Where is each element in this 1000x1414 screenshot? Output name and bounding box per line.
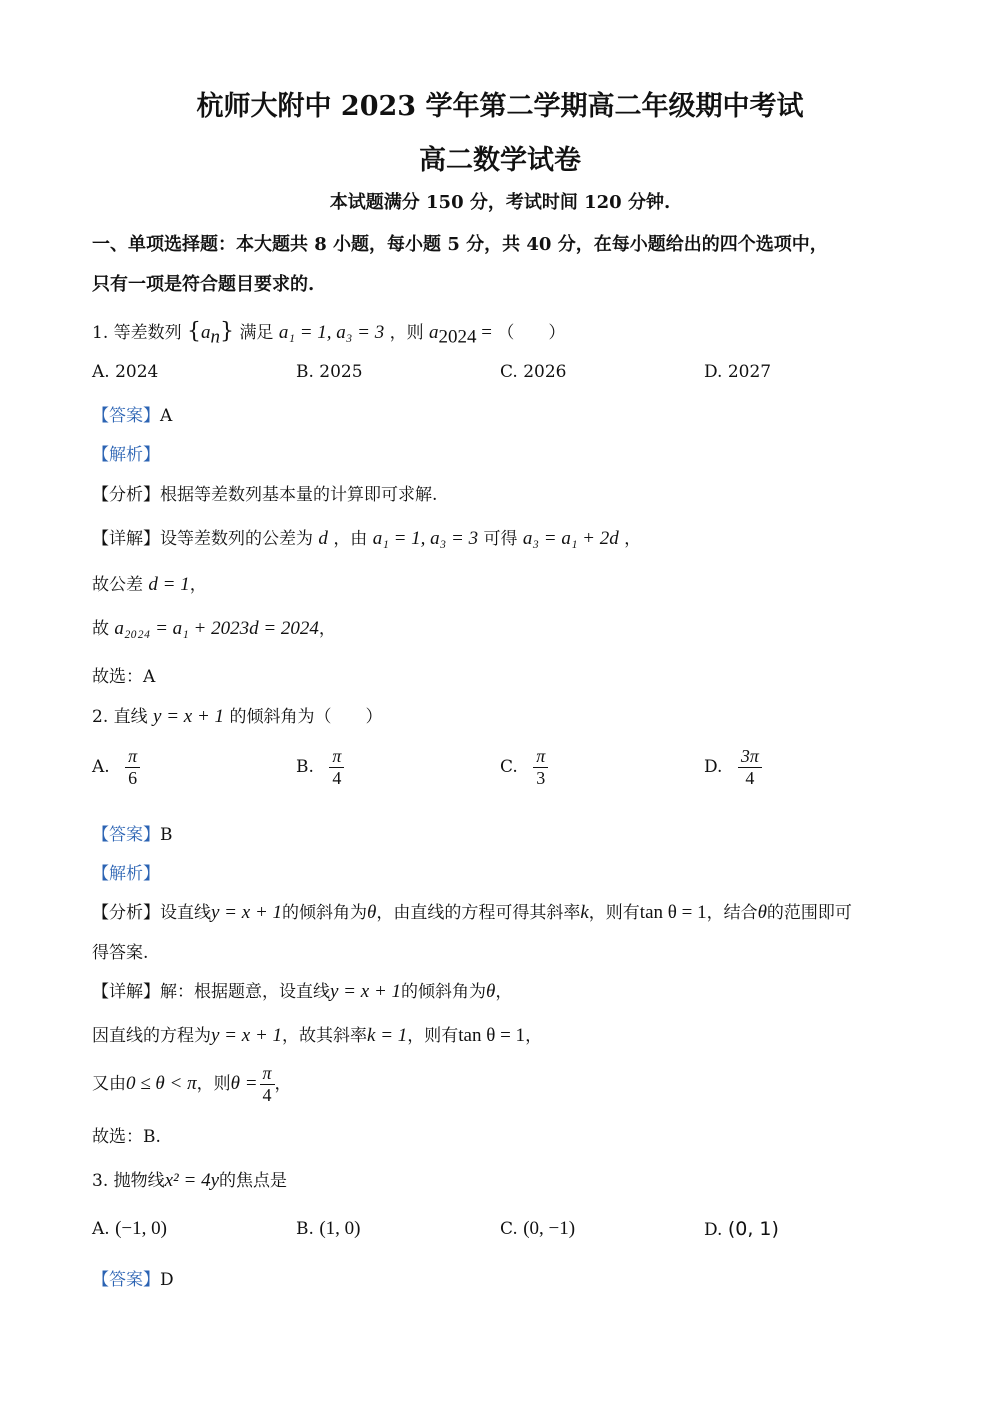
question-3-stem: 3. 抛物线x² = 4y的焦点是 — [92, 1170, 288, 1191]
q2-detail-line2: 因直线的方程为y = x + 1，故其斜率k = 1，则有tan θ = 1， — [92, 1025, 543, 1046]
q1-answer: 【答案】A — [92, 406, 173, 426]
q3-option-a: A. (−1, 0) — [92, 1218, 167, 1239]
q1-detail-d: 故公差 d = 1， — [92, 574, 207, 595]
q2-choose: 故选：B. — [92, 1127, 161, 1147]
q3-answer: 【答案】D — [92, 1270, 174, 1290]
q2-answer: 【答案】B — [92, 825, 173, 845]
q1-option-a: A. 2024 — [92, 362, 159, 382]
question-1-stem: 1. 等差数列 $\{a_n\}$ 满足 a₁ = 1, a₃ = 3 ，则 $a_{2024}$ = （ ） — [92, 319, 566, 348]
q1-fenxi: 【分析】根据等差数列基本量的计算即可求解. — [92, 485, 438, 505]
q2-fenxi-line2: 得答案. — [92, 943, 149, 963]
exam-title: 杭师大附中 2023 学年第二学期高二年级期中考试 — [196, 91, 804, 122]
q1-option-d: D. 2027 — [704, 362, 772, 382]
section-heading-line1: 一、单项选择题：本大题共 8 小题，每小题 5 分，共 40 分，在每小题给出的四个选项中， — [92, 234, 828, 255]
q1-analysis-tag: 【解析】 — [92, 445, 160, 465]
q2-option-c: C. $\frac{\pi}{3}$ — [500, 746, 548, 789]
q3-option-c: C. (0, −1) — [500, 1218, 576, 1239]
q3-option-b: B. (1, 0) — [296, 1218, 361, 1239]
q2-detail-line3: 又由0 ≤ θ < π，则θ = $\frac{\pi}{4}$ ， — [92, 1063, 292, 1105]
q2-option-d: D. $\frac{3\pi}{4}$ — [704, 746, 762, 789]
section-heading-line2: 只有一项是符合题目要求的. — [92, 274, 315, 295]
question-2-stem: 2. 直线 y = x + 1 的倾斜角为（ ） — [92, 706, 383, 727]
q1-detail-a2024: 故 a₂₀₂₄ = a₁ + 2023d = 2024， — [92, 618, 336, 639]
q1-choose: 故选：A — [92, 667, 156, 687]
exam-note: 本试题满分 150 分，考试时间 120 分钟. — [329, 192, 671, 213]
exam-subtitle: 高二数学试卷 — [419, 145, 581, 176]
q2-detail: 【详解】解：根据题意，设直线y = x + 1的倾斜角为θ， — [92, 981, 513, 1002]
q2-fenxi: 【分析】设直线y = x + 1的倾斜角为θ，由直线的方程可得其斜率k，则有tan θ = 1，结合θ的范围即可 — [92, 902, 852, 923]
q2-analysis-tag: 【解析】 — [92, 864, 160, 884]
q1-option-c: C. 2026 — [500, 362, 567, 382]
q1-detail: 【详解】设等差数列的公差为 d ，由 a₁ = 1, a₃ = 3 可得 a₃ = a₁ + 2d ， — [92, 528, 642, 549]
q3-option-d: D. (0, 1) — [704, 1218, 779, 1240]
q1-option-b: B. 2025 — [296, 362, 363, 382]
q2-option-a: A. $\frac{\pi}{6}$ — [92, 746, 140, 789]
q2-option-b: B. $\frac{\pi}{4}$ — [296, 746, 344, 789]
